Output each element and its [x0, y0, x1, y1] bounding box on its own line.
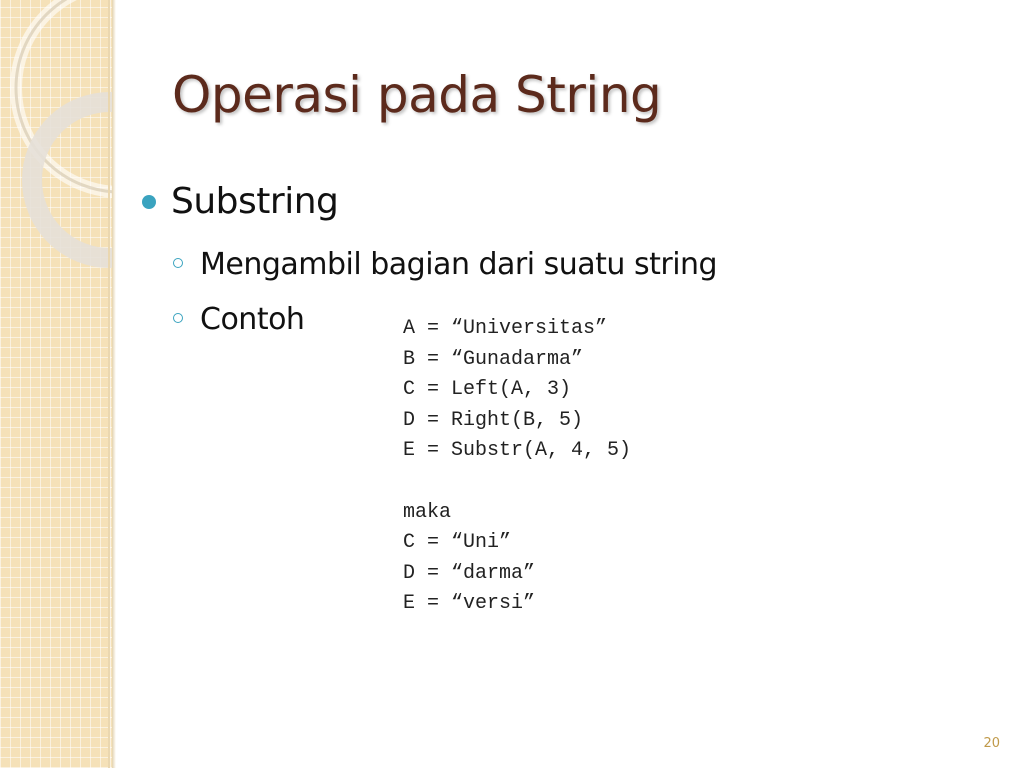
bullet-text: Substring: [171, 181, 339, 222]
bullet-dot-icon: [142, 195, 156, 209]
sub-bullet-ring-icon: [173, 258, 183, 268]
code-line: A = “Universitas”: [403, 317, 608, 340]
sub-bullet-example: [173, 302, 304, 337]
sidebar-edge: [112, 0, 116, 768]
code-line: E = “versi”: [403, 592, 536, 616]
decorative-circles: [0, 0, 112, 768]
sub-bullet-text: Contoh: [200, 302, 305, 337]
sub-bullet-text: Mengambil bagian dari suatu string: [200, 247, 718, 282]
slide-title: Operasi pada String: [172, 66, 662, 124]
decorative-sidebar: [0, 0, 112, 768]
code-line: E = Substr(A, 4, 5): [403, 439, 632, 463]
bullet-substring: [142, 181, 338, 222]
code-line: D = Right(B, 5): [403, 408, 584, 432]
code-example: [403, 314, 631, 620]
code-line-blank: [403, 467, 631, 498]
code-line: C = Left(A, 3): [403, 378, 572, 402]
sub-bullet-definition: [173, 247, 717, 282]
code-line: C = “Uni”: [403, 531, 512, 555]
code-line: maka: [403, 500, 452, 524]
sub-bullet-ring-icon: [173, 313, 183, 323]
code-line: B = “Gunadarma”: [403, 347, 584, 371]
code-line: D = “darma”: [403, 561, 536, 585]
sidebar-divider: [108, 0, 110, 768]
page-number: 20: [983, 736, 1000, 751]
